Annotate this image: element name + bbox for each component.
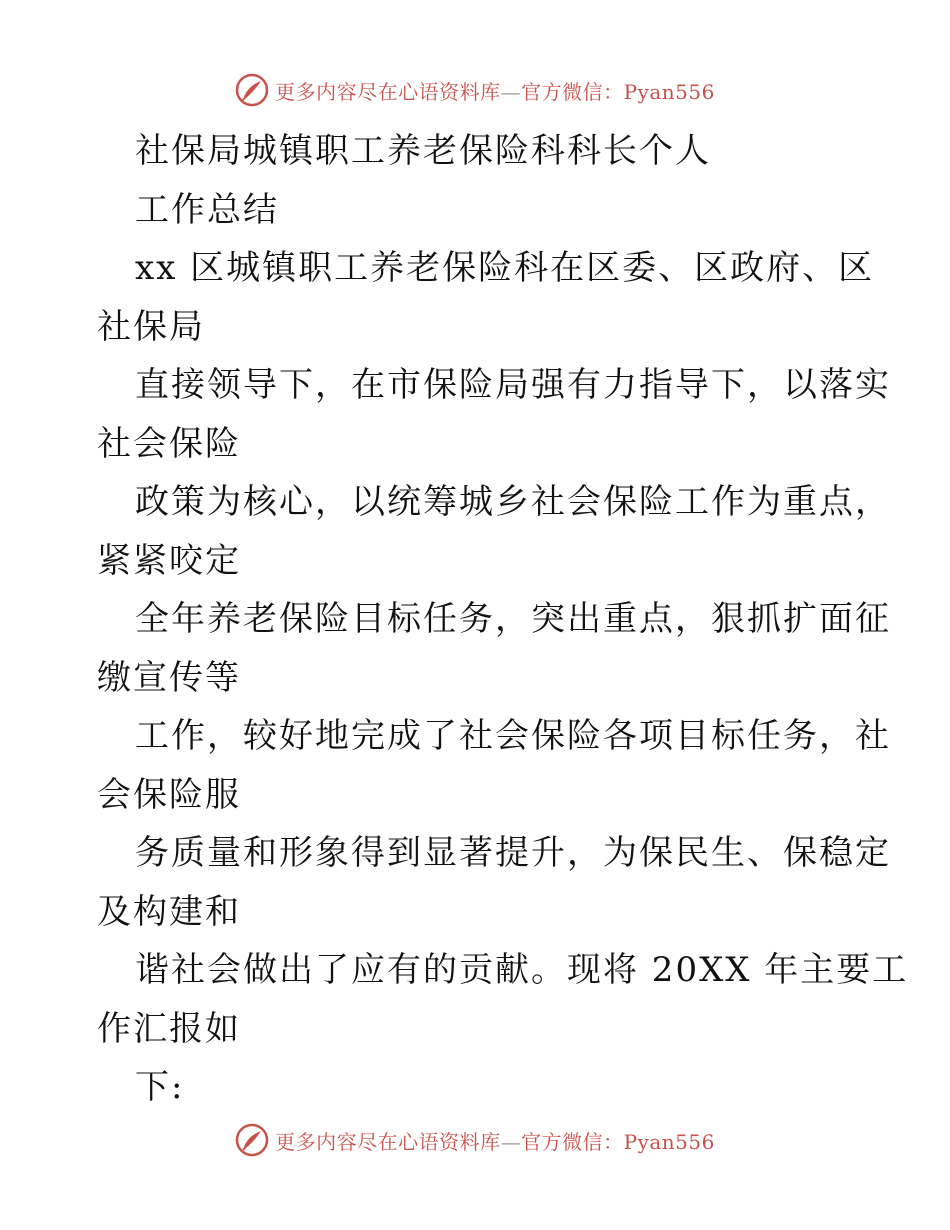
title-line-2: 工作总结	[135, 189, 279, 230]
paragraph-line: 下:	[135, 1067, 185, 1107]
paragraph-line: 社会保险	[97, 423, 241, 464]
paragraph-line: 直接领导下，在市保险局强有力指导下，以落实	[135, 365, 891, 405]
footer-banner	[0, 1120, 950, 1160]
paragraph-line: 全年养老保险目标任务，突出重点，狠抓扩面征	[135, 599, 891, 639]
paragraph-line: 务质量和形象得到显著提升，为保民生、保稳定	[135, 833, 891, 873]
paragraph-line: 社保局	[97, 306, 205, 347]
quill-logo-icon	[235, 73, 269, 107]
paragraph-line: 作汇报如	[97, 1008, 241, 1049]
title-line-1: 社保局城镇职工养老保险科科长个人	[135, 131, 711, 171]
paragraph-line: 缴宣传等	[97, 657, 241, 698]
quill-logo-icon	[235, 1123, 269, 1157]
paragraph-line: 政策为核心，以统筹城乡社会保险工作为重点，	[135, 482, 891, 522]
paragraph-line: 谐社会做出了应有的贡献。现将 20XX 年主要工	[135, 950, 909, 990]
paragraph-line: 会保险服	[97, 774, 241, 815]
paragraph-line: 及构建和	[97, 891, 241, 932]
paragraph-line: 工作，较好地完成了社会保险各项目标任务，社	[135, 716, 891, 756]
banner-text: 更多内容尽在心语资料库—官方微信：Pyan556	[275, 1129, 715, 1154]
document-body	[97, 122, 909, 1117]
header-banner	[0, 70, 950, 110]
paragraph-line: 紧紧咬定	[97, 540, 241, 581]
banner-text: 更多内容尽在心语资料库—官方微信：Pyan556	[275, 79, 715, 104]
paragraph-line: xx 区城镇职工养老保险科在区委、区政府、区	[135, 248, 875, 288]
